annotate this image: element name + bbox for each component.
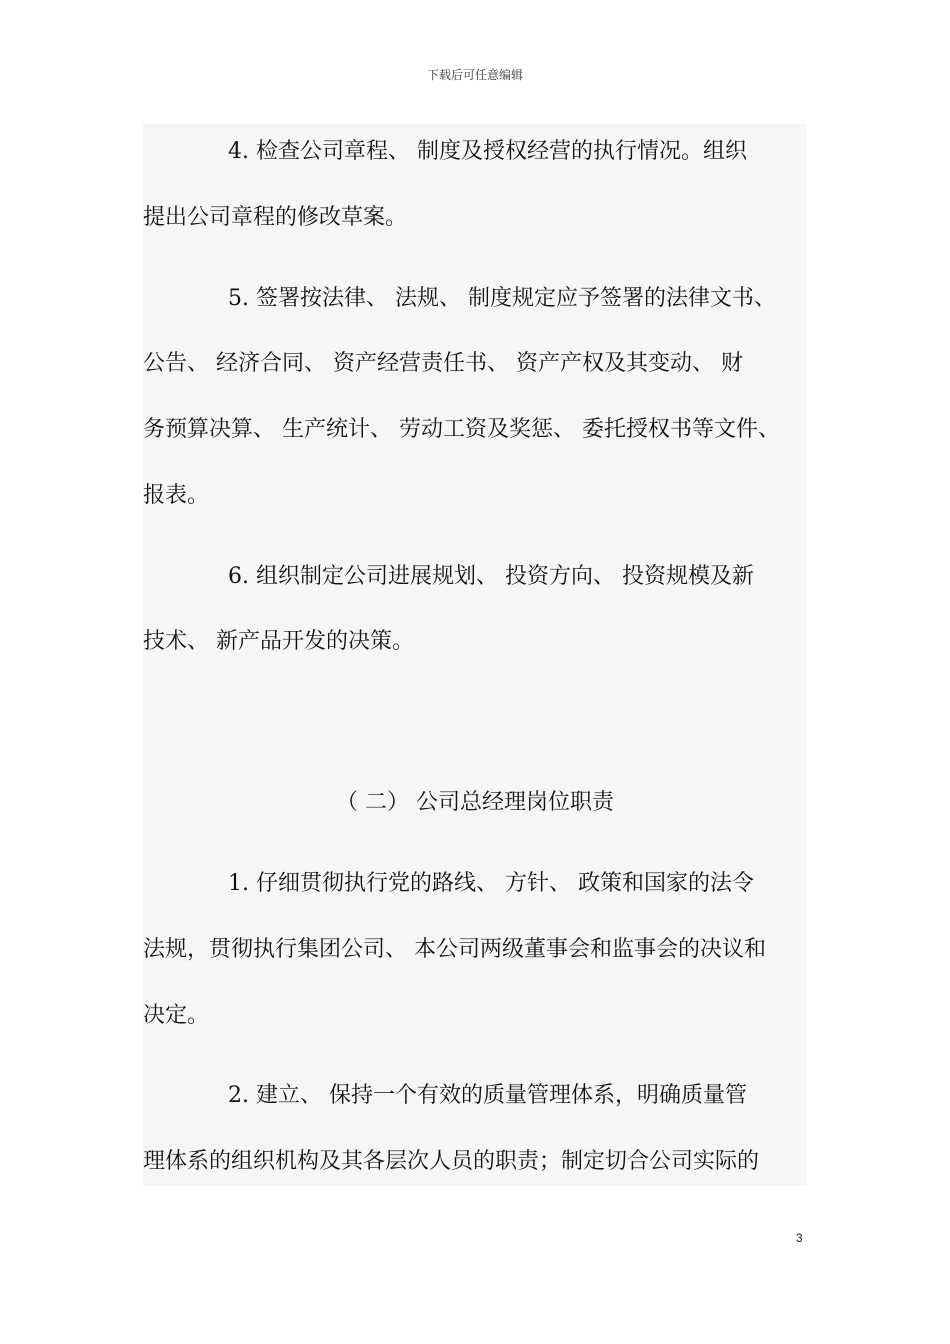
page-number: 3	[796, 1231, 803, 1245]
section-paragraph-1-line-2: 法规，贯彻执行集团公司、 本公司两级董事会和监事会的决议和	[143, 937, 766, 962]
section-paragraph-2-line-1: 2. 建立、 保持一个有效的质量管理体系，明确质量管	[228, 1083, 747, 1108]
paragraph-5-line-4: 报表。	[143, 483, 210, 508]
section-paragraph-1-line-3: 决定。	[143, 1003, 210, 1028]
section-heading: （ 二） 公司总经理岗位职责	[336, 790, 614, 815]
paragraph-5-line-2: 公告、 经济合同、 资产经营责任书、 资产产权及其变动、 财	[143, 351, 743, 376]
paragraph-4-line-2: 提出公司章程的修改草案。	[143, 205, 408, 230]
section-paragraph-2-line-2: 理体系的组织机构及其各层次人员的职责；制定切合公司实际的	[143, 1149, 760, 1174]
page-header: 下载后可任意编辑	[426, 68, 523, 82]
paragraph-5-line-1: 5. 签署按法律、 法规、 制度规定应予签署的法律文书、	[228, 286, 776, 311]
paragraph-6-line-2: 技术、 新产品开发的决策。	[143, 629, 414, 654]
paragraph-4-line-1: 4. 检查公司章程、 制度及授权经营的执行情况。组织	[228, 139, 747, 164]
paragraph-6-line-1: 6. 组织制定公司进展规划、 投资方向、 投资规模及新	[228, 564, 754, 589]
document-body	[143, 124, 807, 1186]
section-paragraph-1-line-1: 1. 仔细贯彻执行党的路线、 方针、 政策和国家的法令	[228, 871, 754, 896]
paragraph-5-line-3: 务预算决算、 生产统计、 劳动工资及奖惩、 委托授权书等文件、	[143, 417, 780, 442]
